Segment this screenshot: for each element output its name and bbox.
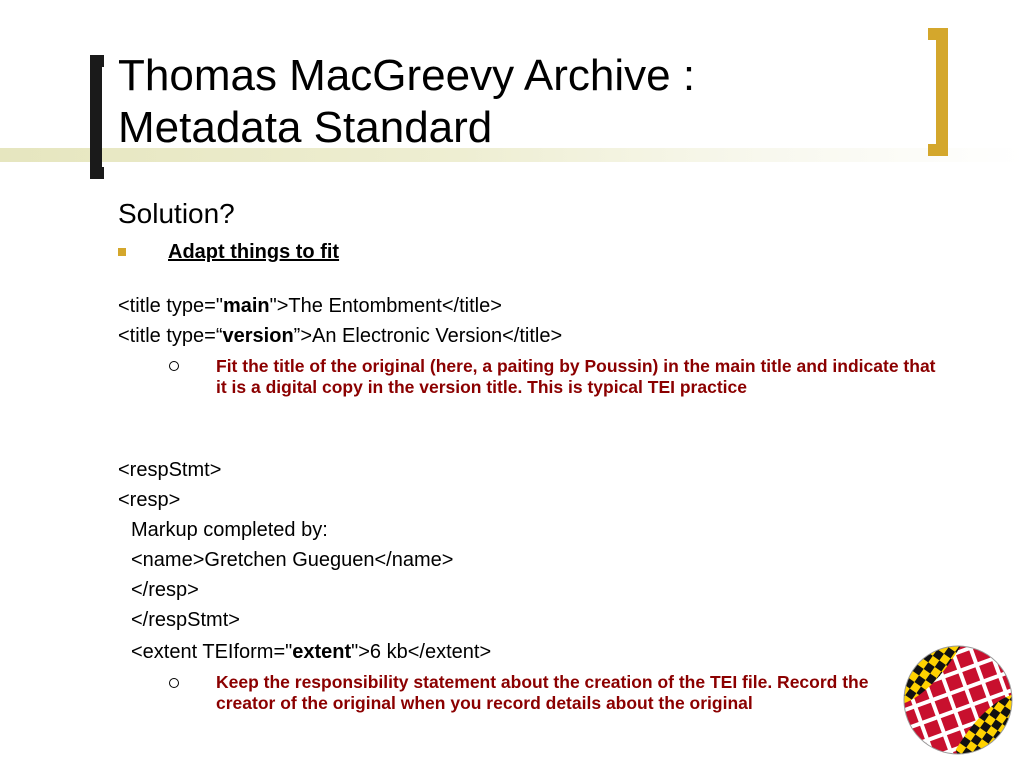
slide-title	[118, 50, 898, 154]
note-title-practice: Fit the title of the original (here, a paiting by Poussin) in the main title and indicate that it is a digital copy in the version title. This is typical TEI practice	[216, 356, 936, 397]
code-text: <title type="	[118, 295, 223, 317]
code-line-title-main	[118, 294, 502, 318]
code-text: <title type=“	[118, 325, 223, 347]
left-bracket-decoration	[90, 55, 104, 179]
title-line-1: Thomas MacGreevy Archive :	[118, 51, 696, 100]
code-line-respstmt-open: <respStmt>	[118, 459, 222, 481]
code-line-respstmt-close: </respStmt>	[131, 609, 240, 631]
code-line-markup-completed: Markup completed by:	[131, 519, 328, 541]
title-line-2: Metadata Standard	[118, 103, 493, 152]
code-keyword: extent	[292, 641, 352, 663]
code-keyword: version	[222, 325, 294, 347]
code-line-extent	[131, 640, 491, 664]
code-text: ">The Entombment</title>	[269, 295, 502, 317]
bullet-text: Adapt things to fit	[168, 241, 340, 263]
square-bullet-icon	[118, 248, 126, 256]
code-line-resp-close: </resp>	[131, 579, 199, 601]
circle-bullet-icon	[169, 678, 179, 688]
code-line-resp-open: <resp>	[118, 489, 181, 511]
code-text: <extent TEIform="	[131, 641, 293, 663]
subtitle: Solution?	[118, 198, 235, 229]
circle-bullet-icon	[169, 361, 179, 371]
right-bracket-decoration	[928, 28, 948, 156]
note-responsibility: Keep the responsibility statement about the creation of the TEI file. Record the creator of the original when you record details about the original	[216, 672, 869, 713]
maryland-flag-globe-logo	[902, 644, 1014, 756]
code-keyword: main	[222, 295, 270, 317]
code-line-name: <name>Gretchen Gueguen</name>	[131, 549, 454, 571]
code-text: ”>An Electronic Version</title>	[293, 325, 563, 347]
code-text: ">6 kb</extent>	[351, 641, 492, 663]
code-line-title-version	[118, 324, 562, 348]
